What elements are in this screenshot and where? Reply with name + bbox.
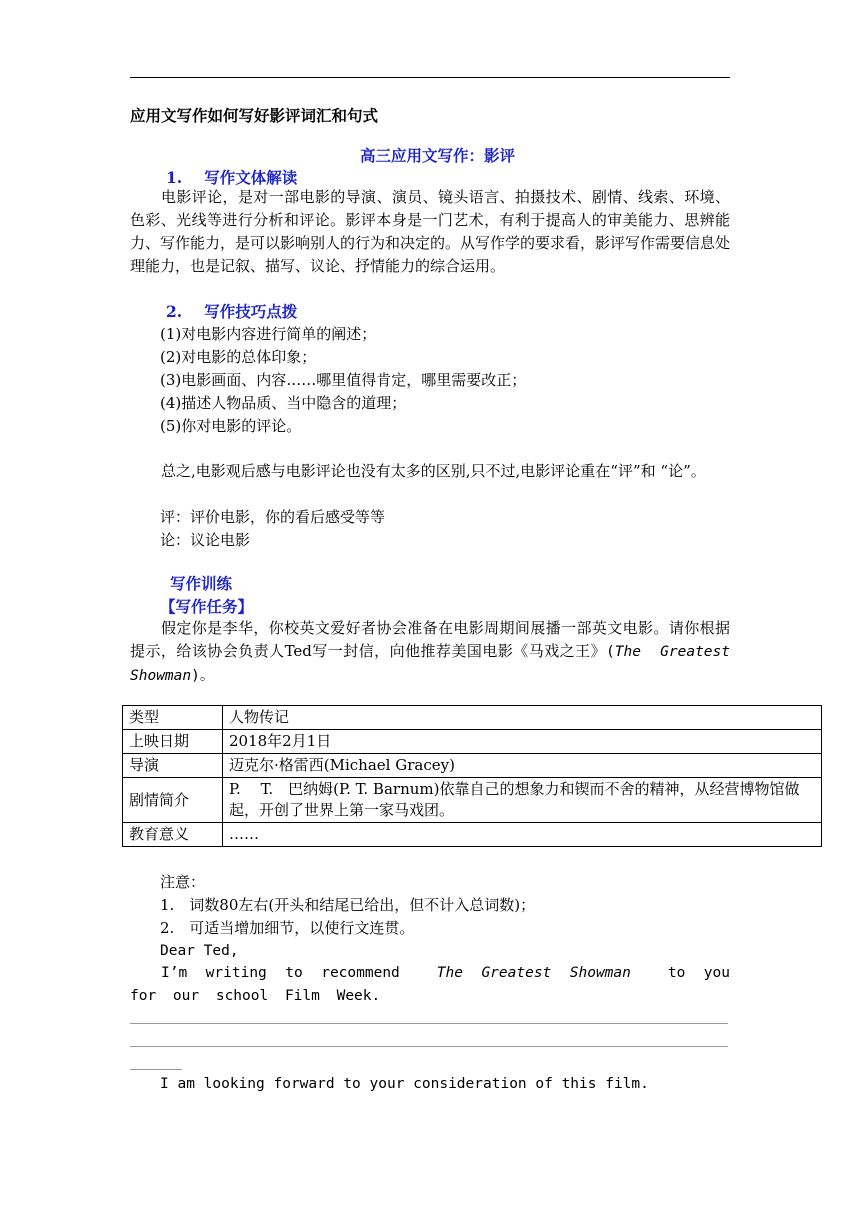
table-row bbox=[123, 778, 822, 823]
letter-closing: I am looking forward to your consideration of this film. bbox=[160, 1076, 649, 1092]
letter-opening-pre: I’m writing to recommend bbox=[161, 965, 400, 981]
table-row bbox=[123, 823, 822, 847]
lun-line: 论：议论电影 bbox=[160, 531, 251, 549]
table-value: 迈克尔·格雷西(Michael Gracey) bbox=[223, 754, 822, 778]
task-paren-open: ( bbox=[606, 644, 615, 660]
tip-item: (1)对电影内容进行简单的阐述； bbox=[160, 325, 377, 343]
table-value: 2018年2月1日 bbox=[223, 730, 822, 754]
task-body bbox=[130, 617, 730, 688]
tip-item: (2)对电影的总体印象； bbox=[160, 348, 317, 366]
letter-opening-post: to you for our school Film Week. bbox=[130, 965, 730, 1004]
answer-blank-line bbox=[130, 1023, 728, 1024]
note-item: 1. 词数80左右(开头和结尾已给出，但不计入总词数)； bbox=[160, 896, 536, 914]
summary-paragraph: 总之,电影观后感与电影评论也没有太多的区别,只不过,电影评论重在“评”和 “论”。 bbox=[161, 462, 706, 480]
table-row bbox=[123, 754, 822, 778]
letter-opening bbox=[130, 962, 730, 1008]
note-label: 注意： bbox=[160, 873, 206, 891]
section2-number: 2. bbox=[166, 302, 183, 321]
tip-item: (3)电影画面、内容……哪里值得肯定，哪里需要改正； bbox=[160, 371, 527, 389]
note-item: 2. 可适当增加细节，以使行文连贯。 bbox=[160, 919, 415, 937]
tip-item: (5)你对电影的评论。 bbox=[160, 417, 302, 435]
table-value: 人物传记 bbox=[223, 706, 822, 730]
table-value: …… bbox=[223, 823, 822, 847]
task-paren-close: )。 bbox=[191, 668, 215, 684]
letter-movie-title: The Greatest Showman bbox=[436, 965, 631, 981]
ping-line: 评：评价电影，你的看后感受等等 bbox=[160, 508, 386, 526]
task-heading: 【写作任务】 bbox=[160, 597, 254, 616]
table-key: 导演 bbox=[123, 754, 223, 778]
section1-number: 1. bbox=[166, 168, 183, 187]
section2-heading bbox=[166, 301, 297, 323]
film-info-table bbox=[122, 705, 822, 847]
document-title: 应用文写作如何写好影评词汇和句式 bbox=[130, 106, 379, 125]
table-key: 类型 bbox=[123, 706, 223, 730]
section2-title: 写作技巧点拨 bbox=[204, 302, 298, 321]
document-subtitle: 高三应用文写作：影评 bbox=[360, 146, 516, 165]
answer-blank-line bbox=[130, 1046, 728, 1047]
table-key: 剧情简介 bbox=[123, 778, 223, 823]
answer-blank-line bbox=[130, 1069, 182, 1070]
table-value: P. T. 巴纳姆(P. T. Barnum)依靠自己的想象力和锲而不舍的精神，从经营博物馆做起，开创了世界上第一家马戏团。 bbox=[223, 778, 822, 823]
task-movie-title: The Greatest Showman bbox=[130, 644, 730, 684]
letter-salutation: Dear Ted, bbox=[160, 943, 239, 959]
tip-item: (4)描述人物品质、当中隐含的道理； bbox=[160, 394, 407, 412]
table-row bbox=[123, 730, 822, 754]
header-rule bbox=[130, 77, 730, 78]
training-heading: 写作训练 bbox=[170, 574, 233, 593]
table-key: 教育意义 bbox=[123, 823, 223, 847]
task-body-cn: 假定你是李华，你校英文爱好者协会准备在电影周期间展播一部英文电影。请你根据提示，给该协会负责人Ted写一封信，向他推荐美国电影《马戏之王》 bbox=[130, 619, 730, 660]
table-key: 上映日期 bbox=[123, 730, 223, 754]
section1-title: 写作文体解读 bbox=[204, 168, 298, 187]
table-row bbox=[123, 706, 822, 730]
section1-body: 电影评论，是对一部电影的导演、演员、镜头语言、拍摄技术、剧情、线索、环境、色彩、光线等进行分析和评论。影评本身是一门艺术，有利于提高人的审美能力、思辨能力、写作能力，是可以影响别人的行为和决定的。从写作学的要求看，影评写作需要信息处理能力，也是记叙、描写、议论、抒情能力的综合运用。 bbox=[130, 188, 731, 275]
